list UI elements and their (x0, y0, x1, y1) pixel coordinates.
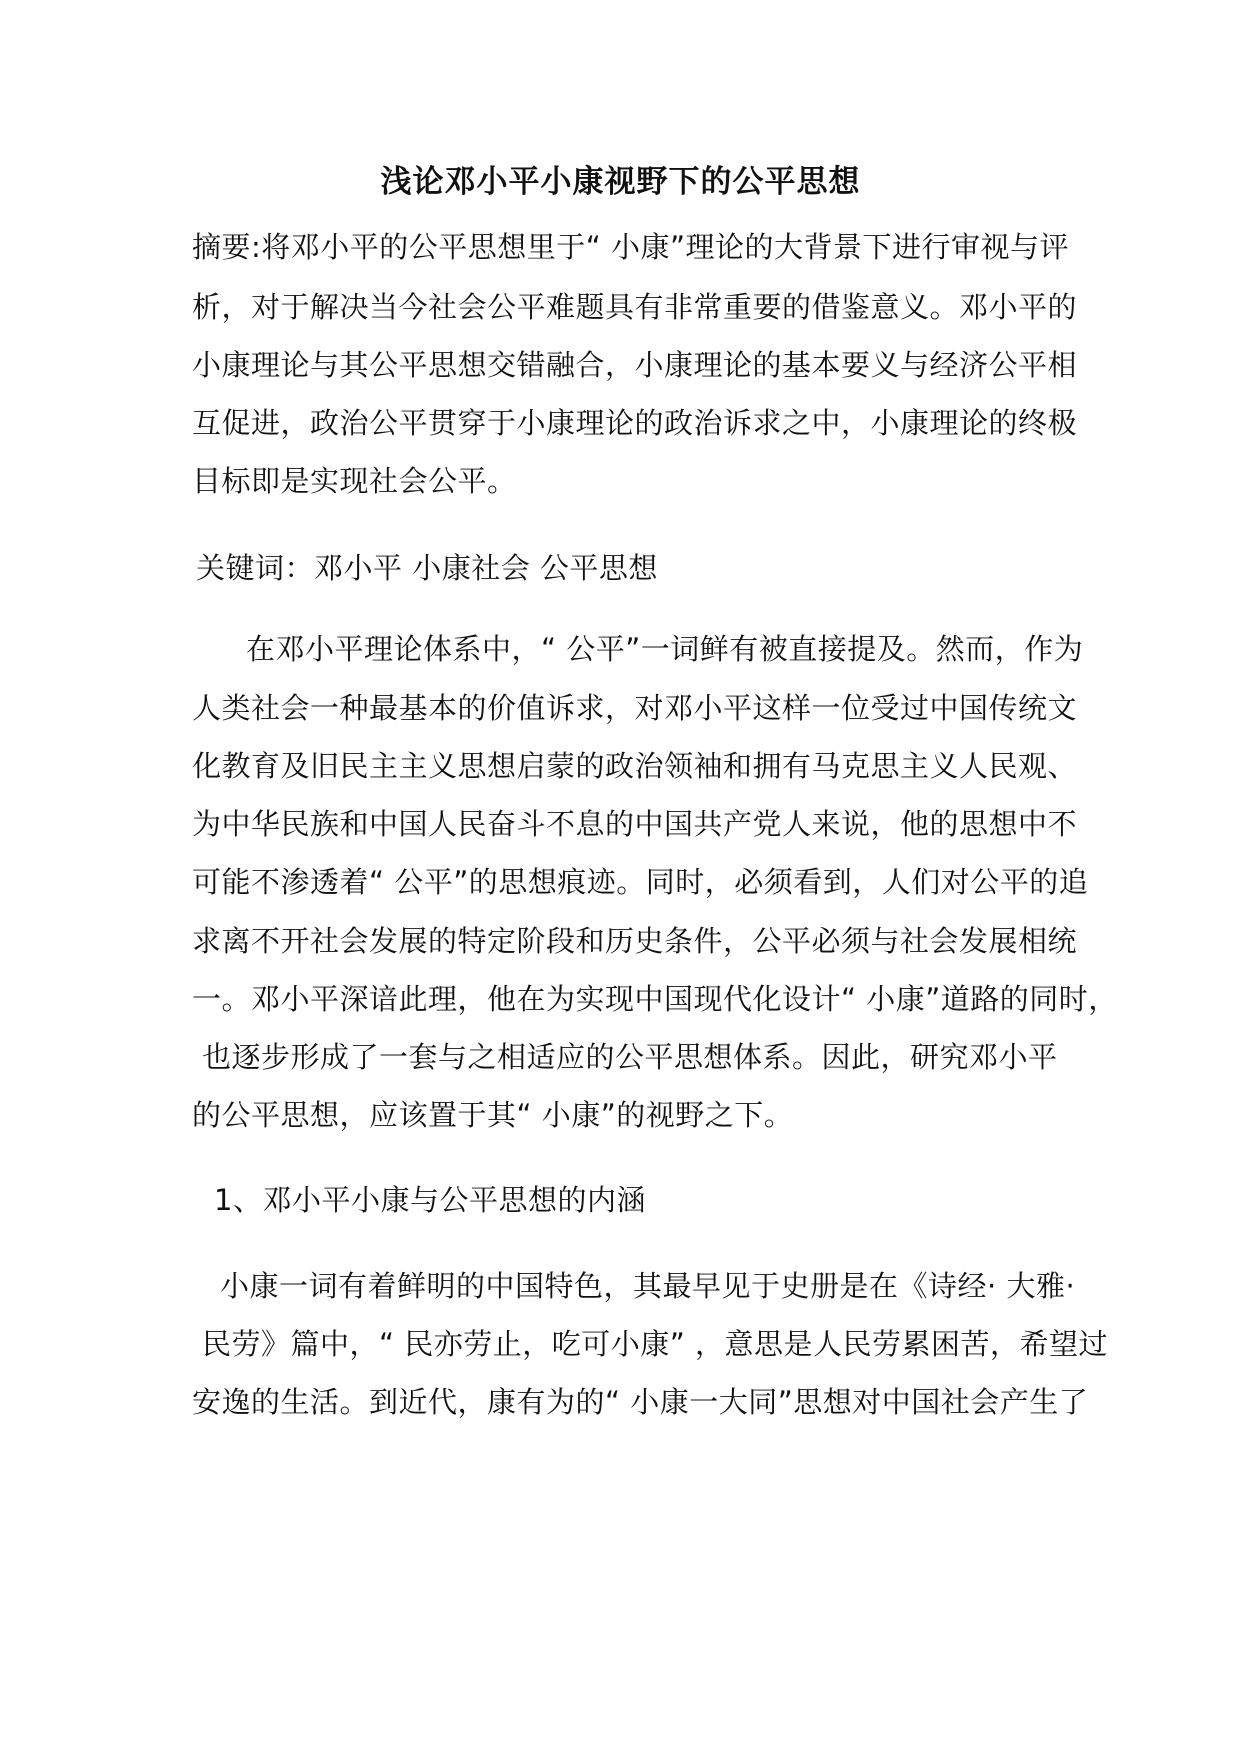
abstract-line: 小康理论与其公平思想交错融合，小康理论的基本要义与经济公平相 (192, 348, 1078, 382)
body-line: 民劳》篇中，“ 民亦劳止，吃可小康” ，意思是人民劳累困苦，希望过 (202, 1327, 1108, 1361)
document-title: 浅论邓小平小康视野下的公平思想 (380, 164, 861, 200)
body-line: 的公平思想，应该置于其“ 小康”的视野之下。 (192, 1098, 794, 1132)
abstract-line: 互促进，政治公平贯穿于小康理论的政治诉求之中，小康理论的终极 (192, 406, 1078, 440)
body-line: 也逐步形成了一套与之相适应的公平思想体系。因此，研究邓小平 (202, 1040, 1058, 1074)
abstract-line: 摘要:将邓小平的公平思想里于“ 小康”理论的大背景下进行审视与评 (192, 230, 1070, 264)
body-line: 求离不开社会发展的特定阶段和历史条件，公平必须与社会发展相统 (192, 924, 1078, 958)
abstract-line: 析，对于解决当今社会公平难题具有非常重要的借鉴意义。邓小平的 (192, 290, 1078, 324)
keywords-line: 关键词：邓小平 小康社会 公平思想 (196, 551, 658, 585)
body-line: 为中华民族和中国人民奋斗不息的中国共产党人来说，他的思想中不 (192, 807, 1078, 841)
body-line: 安逸的生活。到近代，康有为的“ 小康一大同”思想对中国社会产生了 (192, 1385, 1089, 1419)
body-line: 在邓小平理论体系中，“ 公平”一词鲜有被直接提及。然而，作为 (246, 632, 1084, 666)
body-line: 人类社会一种最基本的价值诉求，对邓小平这样一位受过中国传统文 (192, 691, 1078, 725)
body-line: 可能不渗透着“ 公平”的思想痕迹。同时，必须看到，人们对公平的追 (192, 865, 1089, 899)
body-line: 化教育及旧民主主义思想启蒙的政治领袖和拥有马克思主义人民观、 (192, 749, 1078, 783)
body-line: 一。邓小平深谙此理，他在为实现中国现代化设计“ 小康”道路的同时， (192, 982, 1118, 1016)
section-heading: 1、邓小平小康与公平思想的内涵 (214, 1183, 646, 1217)
abstract-line: 目标即是实现社会公平。 (192, 464, 517, 498)
body-line: 小康一词有着鲜明的中国特色，其最早见于史册是在《诗经· 大雅· (220, 1269, 1076, 1303)
